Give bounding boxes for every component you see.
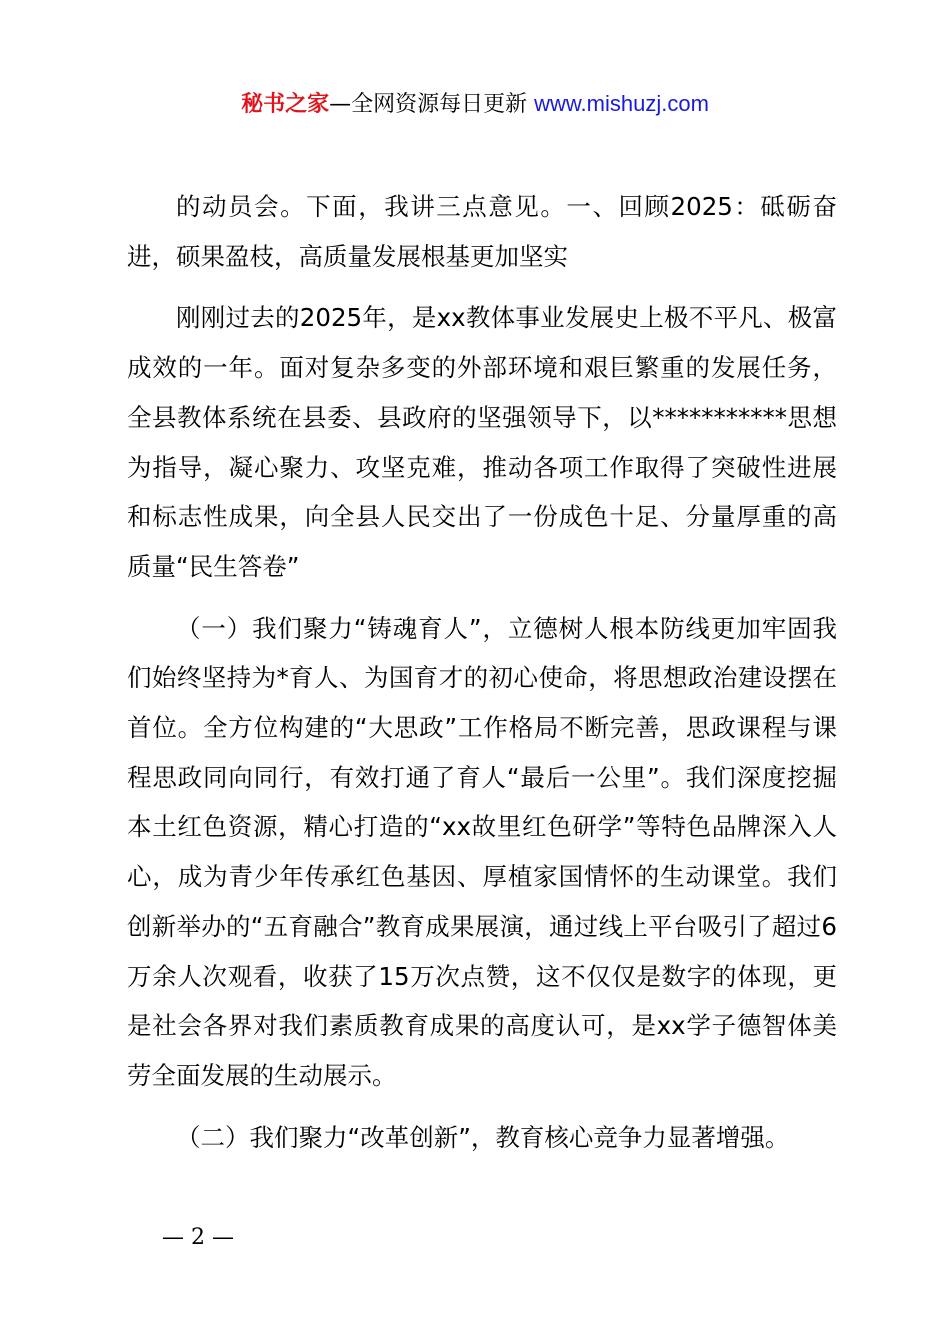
paragraph-3: （一）我们聚力“铸魂育人”，立德树人根本防线更加牢固我们始终坚持为*育人、为国育才的初心使命，将思想政治建设摆在首位。全方位构建的“大思政”工作格局不断完善，思政课程与课程思政同向同行，有效打通了育人“最后一公里”。我们深度挖掘本土红色资源，精心打造的“xx故里红色研学”等特色品牌深入人心，成为青少年传承红色基因、厚植家国情怀的生动课堂。我们创新举办的“五育融合”教育成果展演，通过线上平台吸引了超过6万余人次观看，收获了15万次点赞，这不仅仅是数字的体现，更是社会各界对我们素质教育成果的高度认可，是xx学子德智体美劳全面发展的生动展示。 (127, 613, 837, 1090)
site-header (0, 88, 950, 121)
document-body (127, 182, 837, 1162)
paragraph-1: 的动员会。下面，我讲三点意见。一、回顾2025：砥砺奋进，硕果盈枝，高质量发展根基更加坚实 (127, 192, 837, 271)
paragraph-4: （二）我们聚力“改革创新”，教育核心竞争力显著增强。 (176, 1122, 790, 1152)
paragraph-2: 刚刚过去的2025年，是xx教体事业发展史上极不平凡、极富成效的一年。面对复杂多变的外部环境和艰巨繁重的发展任务，全县教体系统在县委、县政府的坚强领导下，以***********思想为指导，凝心聚力、攻坚克难，推动各项工作取得了突破性进展和标志性成果，向全县人民交出了一份成色十足、分量厚重的高质量“民生答卷” (127, 303, 837, 581)
header-tagline: —全网资源每日更新 (329, 92, 535, 117)
brand-name: 秘书之家 (241, 92, 330, 117)
page-number: — 2 — (162, 1225, 234, 1250)
site-url-link[interactable]: www.mishuzj.com (534, 91, 709, 116)
